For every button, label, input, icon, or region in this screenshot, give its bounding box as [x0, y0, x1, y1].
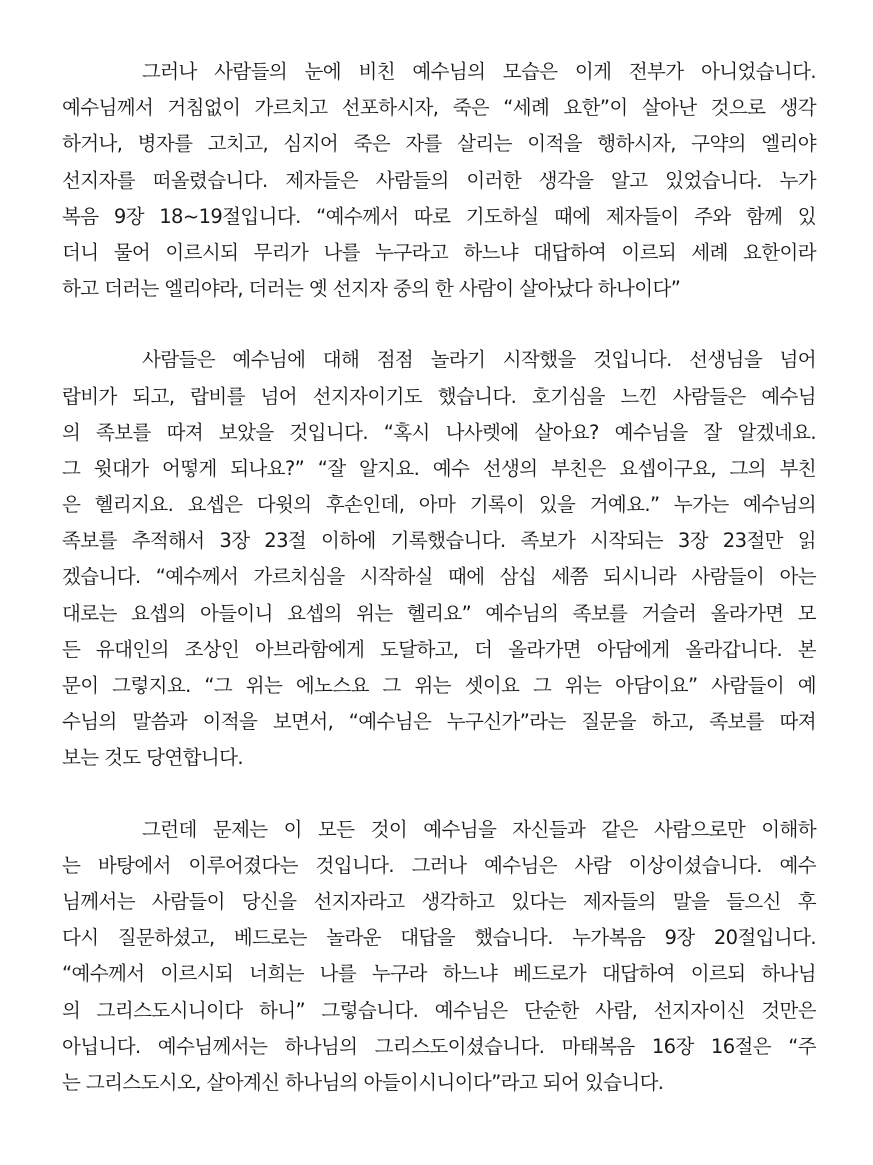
text-line: 그런데 문제는 이 모든 것이 예수님을 자신들과 같은 사람으로만 이해하 — [142, 817, 816, 841]
text-line: 보는 것도 당연합니다. — [62, 746, 243, 770]
text-line: 그러나 사람들의 눈에 비친 예수님의 모습은 이게 전부가 아니었습니다. — [142, 60, 816, 83]
text-line: 예수님께서 거침없이 가르치고 선포하시자, 죽은 “세례 요한”이 살아난 것으로 생각 — [62, 96, 816, 120]
paragraph-2 — [62, 342, 816, 776]
text-line: 문이 그렇지요. “그 위는 에노스요 그 위는 셋이요 그 위는 아담이요” 사람들이 예 — [62, 674, 816, 697]
text-line: 랍비가 되고, 랍비를 넘어 선지자이기도 했습니다. 호기심을 느낀 사람들은 예수님 — [62, 384, 816, 408]
text-line: 선지자를 떠올렸습니다. 제자들은 사람들의 이러한 생각을 알고 있었습니다. 누가 — [62, 168, 816, 192]
text-line: 는 그리스도시오, 살아계신 하나님의 아들이시니이다”라고 되어 있습니다. — [62, 1070, 664, 1094]
text-line: 의 그리스도시니이다 하니” 그렇습니다. 예수님은 단순한 사람, 선지자이신 것만은 — [62, 998, 816, 1022]
text-line: 수님의 말씀과 이적을 보면서, “예수님은 누구신가”라는 질문을 하고, 족보를 따져 — [62, 710, 816, 734]
text-line: 든 유대인의 조상인 아브라함에게 도달하고, 더 올라가면 아담에게 올라갑니다. 본 — [62, 637, 816, 661]
text-line: 아닙니다. 예수님께서는 하나님의 그리스도이셨습니다. 마태복음 16장 16절은 “주 — [62, 1034, 816, 1058]
text-line: 님께서는 사람들이 당신을 선지자라고 생각하고 있다는 제자들의 말을 들으신 후 — [62, 889, 816, 913]
text-line: 대로는 요셉의 아들이니 요셉의 위는 헬리요” 예수님의 족보를 거슬러 올라가면 모 — [62, 601, 816, 625]
text-line: 은 헬리지요. 요셉은 다윗의 후손인데, 아마 기록이 있을 거예요.” 누가는 예수님의 — [62, 493, 816, 517]
document-page — [62, 54, 816, 1101]
text-line: 더니 물어 이르시되 무리가 나를 누구라고 하느냐 대답하여 이르되 세례 요한이라 — [62, 240, 816, 264]
text-line: 다시 질문하셨고, 베드로는 놀라운 대답을 했습니다. 누가복음 9장 20절입니다. — [62, 926, 816, 950]
text-line: “예수께서 이르시되 너희는 나를 누구라 하느냐 베드로가 대답하여 이르되 하나님 — [62, 962, 816, 986]
text-line: 족보를 추적해서 3장 23절 이하에 기록했습니다. 족보가 시작되는 3장 23절만 읽 — [62, 529, 816, 553]
text-line: 사람들은 예수님에 대해 점점 놀라기 시작했을 것입니다. 선생님을 넘어 — [142, 348, 816, 372]
paragraph-1 — [62, 54, 816, 307]
text-line: 의 족보를 따져 보았을 것입니다. “혹시 나사렛에 살아요? 예수님을 잘 알겠네요. — [62, 420, 816, 444]
text-line: 복음 9장 18~19절입니다. “예수께서 따로 기도하실 때에 제자들이 주와 함께 있 — [62, 204, 816, 228]
paragraph-spacer — [62, 777, 816, 812]
text-line: 하고 더러는 엘리야라, 더러는 옛 선지자 중의 한 사람이 살아났다 하나이다” — [62, 277, 681, 301]
text-line: 하거나, 병자를 고치고, 심지어 죽은 자를 살리는 이적을 행하시자, 구약의 엘리야 — [62, 132, 816, 156]
text-line: 겠습니다. “예수께서 가르치심을 시작하실 때에 삼십 세쯤 되시니라 사람들이 아는 — [62, 565, 816, 589]
paragraph-3 — [62, 812, 816, 1102]
text-line: 는 바탕에서 이루어졌다는 것입니다. 그러나 예수님은 사람 이상이셨습니다. 예수 — [62, 853, 816, 877]
text-line: 그 윗대가 어떻게 되나요?” “잘 알지요. 예수 선생의 부친은 요셉이구요, 그의 부친 — [62, 456, 816, 480]
paragraph-spacer — [62, 307, 816, 342]
